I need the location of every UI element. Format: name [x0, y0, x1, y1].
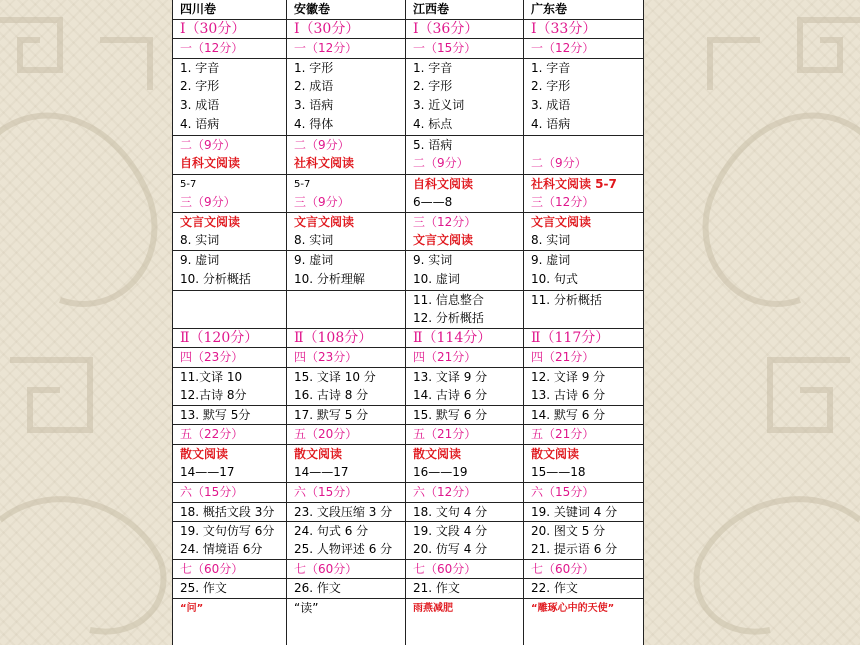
table-cell: 19. 文段 4 分 [413, 524, 488, 538]
table-cell: 21. 作文 [413, 581, 460, 595]
table-cell: 13. 默写 5分 [180, 408, 251, 422]
table-cell: 文言文阅读 [180, 215, 241, 229]
table-cell: 8. 实词 [531, 233, 571, 247]
table-cell: 社科文阅读 [294, 156, 355, 170]
table-cell: 5. 语病 [413, 138, 453, 152]
table-cell: 10. 句式 [531, 272, 578, 286]
table-cell: 雨燕减肥 [413, 603, 453, 614]
table-row [173, 135, 643, 155]
table-cell: 二（9分） [180, 138, 236, 152]
table-cell: 18. 概括文段 3分 [180, 505, 275, 519]
table-cell: 4. 语病 [180, 117, 220, 131]
table-cell: 散文阅读 [531, 447, 580, 461]
table-cell: 2. 成语 [294, 79, 334, 93]
table-cell: 12. 文译 9 分 [531, 370, 606, 384]
table-cell: 二（9分） [413, 156, 469, 170]
table-cell: 五（22分） [180, 427, 244, 441]
table-cell: 9. 虚词 [180, 253, 220, 267]
table-row [173, 96, 643, 115]
table-cell: “雕琢心中的天使” [531, 603, 615, 614]
table-cell: 自科文阅读 [413, 177, 474, 191]
table-cell: 自科文阅读 [180, 156, 241, 170]
table-cell: 14. 古诗 6 分 [413, 388, 488, 402]
table-row [173, 367, 643, 387]
table-cell: 社科文阅读 5-7 [531, 177, 617, 191]
table-cell: 18. 文句 4 分 [413, 505, 488, 519]
table-cell: 20. 仿写 4 分 [413, 542, 488, 556]
table-cell: 四（23分） [294, 350, 358, 364]
table-cell: 散文阅读 [294, 447, 343, 461]
table-cell: 13. 古诗 6 分 [531, 388, 606, 402]
table-cell [524, 136, 643, 155]
table-row [173, 482, 643, 502]
table-cell: 四（21分） [413, 350, 477, 364]
table-row [173, 212, 643, 232]
table-cell: 12.古诗 8分 [180, 388, 247, 402]
table-cell: 11.文译 10 [180, 370, 243, 384]
table-cell: 七（60分） [531, 562, 595, 576]
table-row [173, 424, 643, 444]
column-header: 广东卷 [531, 2, 568, 16]
table-row [173, 193, 643, 212]
table-cell: Ⅱ（114分） [413, 330, 492, 346]
table-cell: 16. 古诗 8 分 [294, 388, 369, 402]
table-row [173, 347, 643, 367]
table-cell: 5-7 [180, 179, 197, 190]
table-cell: 19. 关键词 4 分 [531, 505, 618, 519]
table-cell: Ⅰ（36分） [413, 21, 479, 37]
table-cell: 六（12分） [413, 485, 477, 499]
table-cell: Ⅰ（30分） [294, 21, 360, 37]
table-cell: 26. 作文 [294, 581, 341, 595]
table-cell: 11. 信息整合 [413, 293, 484, 307]
table-cell: 15. 文译 10 分 [294, 370, 376, 384]
table-row [173, 386, 643, 405]
table-cell: 3. 语病 [294, 98, 334, 112]
table-cell: 七（60分） [180, 562, 244, 576]
table-cell: 10. 分析理解 [294, 272, 365, 286]
table-cell: 15. 默写 6 分 [413, 408, 488, 422]
table-cell: 4. 语病 [531, 117, 571, 131]
table-cell: 9. 虚词 [294, 253, 334, 267]
table-cell: 14——17 [294, 465, 349, 479]
table-cell: 三（12分） [413, 215, 477, 229]
table-row [173, 174, 643, 194]
table-cell: 10. 虚词 [413, 272, 460, 286]
table-row [173, 19, 643, 39]
table-row [173, 444, 643, 464]
table-cell: 散文阅读 [413, 447, 462, 461]
column-header: 江西卷 [413, 2, 450, 16]
table-cell: 3. 成语 [180, 98, 220, 112]
table-row [173, 154, 643, 173]
table-cell [173, 291, 287, 310]
table-cell: 七（60分） [413, 562, 477, 576]
table-cell: 一（12分） [180, 41, 244, 55]
table-row [173, 598, 643, 618]
table-cell [287, 309, 406, 328]
table-cell: 2. 字形 [531, 79, 571, 93]
table-cell: 六（15分） [531, 485, 595, 499]
table-row [173, 309, 643, 328]
table-cell: 11. 分析概括 [531, 293, 602, 307]
table-cell: 9. 实词 [413, 253, 453, 267]
table-cell: 13. 文译 9 分 [413, 370, 488, 384]
table-cell: 10. 分析概括 [180, 272, 251, 286]
table-cell: 散文阅读 [180, 447, 229, 461]
table-row [173, 115, 643, 134]
table-row [173, 502, 643, 522]
table-row [173, 328, 643, 348]
table-cell: 五（21分） [413, 427, 477, 441]
table-cell: 3. 成语 [531, 98, 571, 112]
table-cell: 四（21分） [531, 350, 595, 364]
table-cell: 2. 字形 [413, 79, 453, 93]
table-cell [287, 291, 406, 310]
table-cell: 七（60分） [294, 562, 358, 576]
table-cell: 文言文阅读 [413, 233, 474, 247]
table-cell: 16——19 [413, 465, 468, 479]
table-row [173, 58, 643, 78]
table-cell: Ⅱ（117分） [531, 330, 610, 346]
table-cell: Ⅰ（30分） [180, 21, 246, 37]
table-header-row [173, 0, 643, 19]
column-header: 四川卷 [180, 2, 217, 16]
table-cell: 五（21分） [531, 427, 595, 441]
table-cell: 二（9分） [531, 156, 587, 170]
table-cell: 二（9分） [294, 138, 350, 152]
table-row [173, 559, 643, 579]
column-header: 安徽卷 [294, 2, 331, 16]
table-cell: 三（12分） [531, 195, 595, 209]
table-cell: 22. 作文 [531, 581, 578, 595]
table-cell: Ⅰ（33分） [531, 21, 597, 37]
table-cell: 三（9分） [180, 195, 236, 209]
table-cell [173, 309, 287, 328]
table-cell: 20. 图文 5 分 [531, 524, 606, 538]
table-cell: 4. 得体 [294, 117, 334, 131]
table-cell: 六（15分） [180, 485, 244, 499]
table-cell: 8. 实词 [294, 233, 334, 247]
table-cell: 2. 字形 [180, 79, 220, 93]
table-cell: “问” [180, 603, 204, 614]
table-cell: 1. 字音 [180, 61, 220, 75]
table-cell: 1. 字形 [294, 61, 334, 75]
table-cell: 17. 默写 5 分 [294, 408, 369, 422]
table-cell: 15——18 [531, 465, 586, 479]
table-row [173, 77, 643, 96]
table-cell: “读” [294, 601, 319, 615]
table-row [173, 578, 643, 598]
table-cell: 一（12分） [294, 41, 358, 55]
table-cell: 三（9分） [294, 195, 350, 209]
table-cell: 6——8 [413, 195, 453, 209]
table-cell: 5-7 [294, 179, 311, 190]
table-row [173, 270, 643, 289]
table-cell: 19. 文句仿写 6分 [180, 524, 275, 538]
table-cell: 一（12分） [531, 41, 595, 55]
table-cell: 12. 分析概括 [413, 311, 484, 325]
table-row [173, 38, 643, 58]
table-row [173, 250, 643, 270]
table-cell: 14. 默写 6 分 [531, 408, 606, 422]
table-cell: Ⅱ（120分） [180, 330, 259, 346]
table-cell: 四（23分） [180, 350, 244, 364]
table-cell: 1. 字音 [531, 61, 571, 75]
table-row [173, 290, 643, 310]
table-cell: 24. 句式 6 分 [294, 524, 369, 538]
table-cell: 六（15分） [294, 485, 358, 499]
table-cell: 8. 实词 [180, 233, 220, 247]
exam-comparison-table [172, 0, 644, 645]
table-cell: 9. 虚词 [531, 253, 571, 267]
table-cell: 21. 提示语 6 分 [531, 542, 618, 556]
table-cell [524, 309, 643, 328]
table-cell: Ⅱ（108分） [294, 330, 373, 346]
table-row [173, 521, 643, 541]
table-cell: 文言文阅读 [294, 215, 355, 229]
table-cell: 25. 人物评述 6 分 [294, 542, 393, 556]
table-cell: 23. 文段压缩 3 分 [294, 505, 393, 519]
table-cell: 4. 标点 [413, 117, 453, 131]
table-row [173, 405, 643, 425]
table-cell: 1. 字音 [413, 61, 453, 75]
table-row [173, 231, 643, 250]
table-cell: 一（15分） [413, 41, 477, 55]
table-cell: 25. 作文 [180, 581, 227, 595]
table-cell: 24. 情境语 6分 [180, 542, 263, 556]
table-row [173, 463, 643, 482]
table-cell: 14——17 [180, 465, 235, 479]
table-row [173, 540, 643, 559]
table-cell: 五（20分） [294, 427, 358, 441]
table-cell: 3. 近义词 [413, 98, 465, 112]
table-cell: 文言文阅读 [531, 215, 592, 229]
